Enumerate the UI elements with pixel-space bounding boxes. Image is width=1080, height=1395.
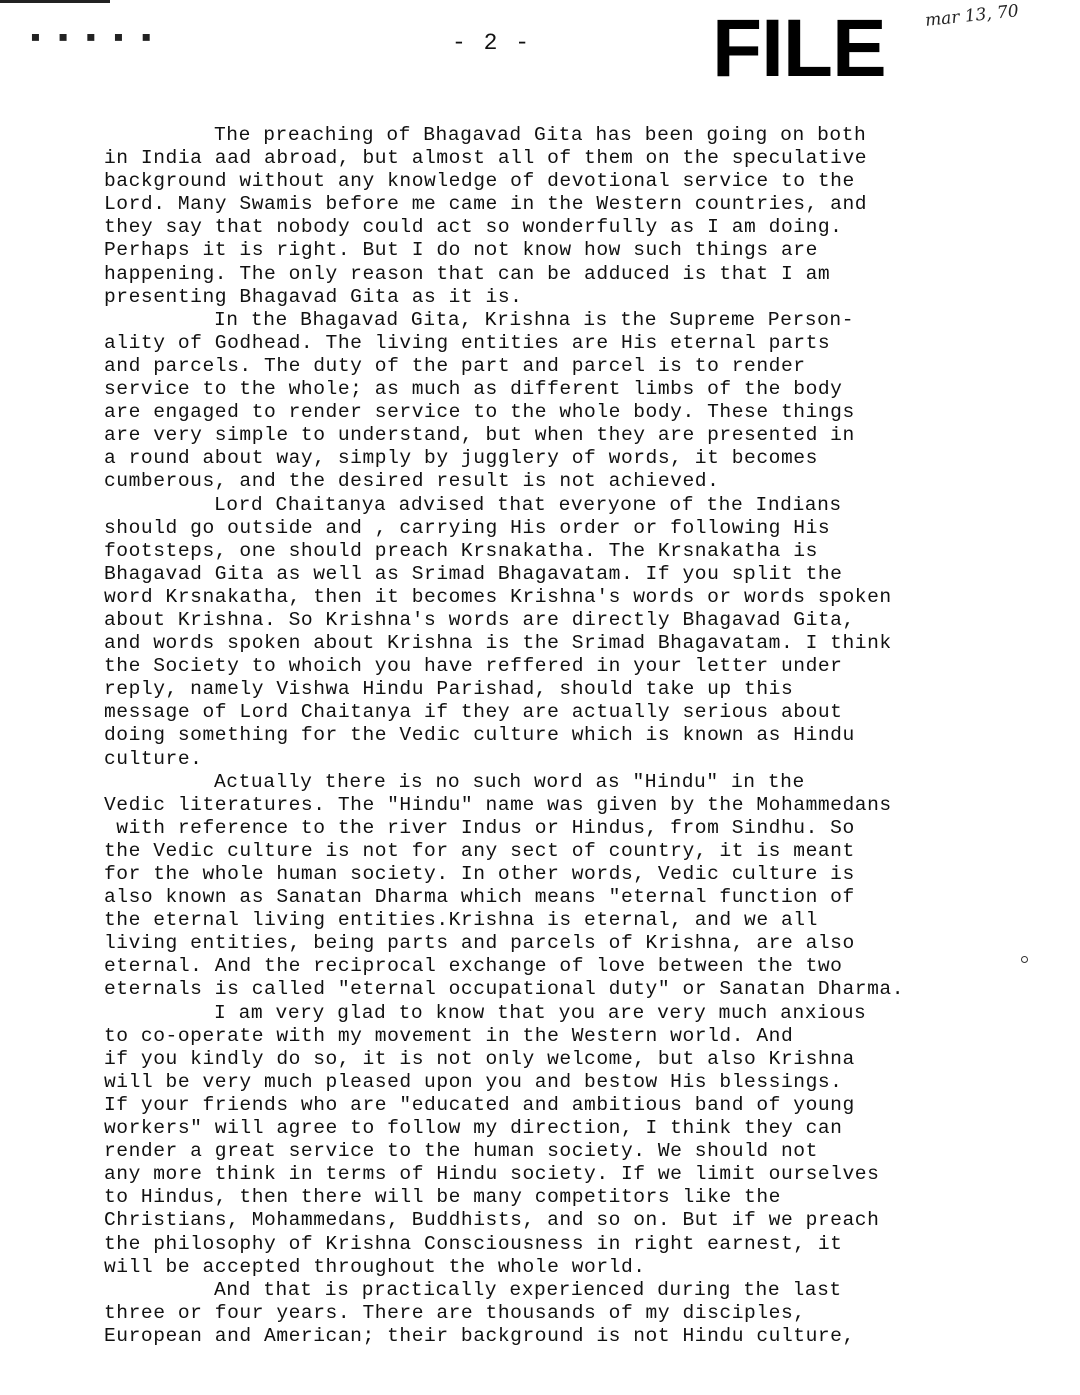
paragraph-bhagavad-gita-preaching	[104, 124, 1024, 309]
text-line: European and American; their background is not Hindu culture,	[104, 1324, 855, 1347]
text-line: living entities, being parts and parcels of Krishna, are also	[104, 932, 855, 955]
text-line: I am very glad to know that you are very much anxious	[214, 1001, 867, 1024]
text-line: they say that nobody could act so wonderfully as I am doing.	[104, 216, 843, 239]
text-line: any more think in terms of Hindu society. If we limit ourselves	[104, 1163, 880, 1186]
text-line: doing something for the Vedic culture which is known as Hindu	[104, 724, 855, 747]
text-line: a round about way, simply by jugglery of words, it becomes	[104, 447, 818, 470]
text-line: are very simple to understand, but when they are presented in	[104, 424, 855, 447]
text-line: to co-operate with my movement in the Western world. And	[104, 1024, 794, 1047]
text-line: Christians, Mohammedans, Buddhists, and so on. But if we preach	[104, 1209, 880, 1232]
text-line: Perhaps it is right. But I do not know how such things are	[104, 239, 818, 262]
text-line: In the Bhagavad Gita, Krishna is the Supreme Person-	[214, 308, 855, 331]
text-line: cumberous, and the desired result is not achieved.	[104, 470, 720, 493]
paragraph-hindu-word	[104, 771, 1024, 1002]
text-line: and words spoken about Krishna is the Srimad Bhagavatam. I think	[104, 632, 892, 655]
text-line: footsteps, one should preach Krsnakatha. The Krsnakatha is	[104, 539, 818, 562]
text-line: presenting Bhagavad Gita as it is.	[104, 285, 523, 308]
text-line: Lord. Many Swamis before me came in the Western countries, and	[104, 193, 868, 216]
text-line: also known as Sanatan Dharma which means "eternal function of	[104, 886, 855, 909]
text-line: culture.	[104, 747, 203, 770]
paragraph-cooperation	[104, 1002, 1024, 1279]
text-line: should go outside and , carrying His order or following His	[104, 516, 831, 539]
text-line: to Hindus, then there will be many competitors like the	[104, 1186, 781, 1209]
text-line: will be accepted throughout the whole world.	[104, 1255, 646, 1278]
text-line: the Society to whoich you have reffered in your letter under	[104, 655, 843, 678]
text-line: reply, namely Vishwa Hindu Parishad, should take up this	[104, 678, 794, 701]
text-line: in India aad abroad, but almost all of them on the speculative	[104, 147, 868, 170]
page-number: - 2 -	[452, 30, 532, 56]
text-line: Bhagavad Gita as well as Srimad Bhagavatam. If you split the	[104, 562, 843, 585]
text-line: and parcels. The duty of the part and parcel is to render	[104, 354, 806, 377]
text-line: the philosophy of Krishna Consciousness in right earnest, it	[104, 1232, 843, 1255]
text-line: word Krsnakatha, then it becomes Krishna's words or words spoken	[104, 585, 892, 608]
paragraph-experience	[104, 1279, 1024, 1348]
text-line: Actually there is no such word as "Hindu" in the	[214, 770, 805, 793]
text-line: happening. The only reason that can be adduced is that I am	[104, 262, 831, 285]
text-line: will be very much pleased upon you and bestow His blessings.	[104, 1070, 843, 1093]
text-line: If your friends who are "educated and ambitious band of young	[104, 1093, 855, 1116]
paragraph-lord-chaitanya	[104, 494, 1024, 771]
text-line: three or four years. There are thousands of my disciples,	[104, 1301, 806, 1324]
text-line: eternals is called "eternal occupational duty" or Sanatan Dharma.	[104, 978, 905, 1001]
handwritten-date: mar 13, 70	[924, 1, 1020, 31]
letter-body	[104, 124, 1024, 1348]
text-line: ality of Godhead. The living entities are His eternal parts	[104, 331, 831, 354]
text-line: The preaching of Bhagavad Gita has been going on both	[214, 124, 867, 146]
text-line: service to the whole; as much as different limbs of the body	[104, 378, 843, 401]
text-line: with reference to the river Indus or Hindus, from Sindhu. So	[104, 816, 855, 839]
text-line: background without any knowledge of devotional service to the	[104, 170, 855, 193]
text-line: for the whole human society. In other words, Vedic culture is	[104, 863, 855, 885]
paragraph-supreme-personality	[104, 309, 1024, 494]
text-line: eternal. And the reciprocal exchange of love between the two	[104, 955, 843, 978]
text-line: about Krishna. So Krishna's words are directly Bhagavad Gita,	[104, 608, 855, 631]
text-line: workers" will agree to follow my direction, I think they can	[104, 1117, 843, 1140]
text-line: the Vedic culture is not for any sect of country, it is meant	[104, 839, 855, 862]
top-edge-rule	[0, 0, 110, 3]
top-left-marks: ▪ ▪ ▪ ▪ ▪	[30, 26, 155, 47]
text-line: And that is practically experienced during the last	[214, 1278, 842, 1301]
text-line: the eternal living entities.Krishna is eternal, and we all	[104, 909, 818, 932]
text-line: are engaged to render service to the whole body. These things	[104, 401, 855, 424]
text-line: Lord Chaitanya advised that everyone of the Indians	[214, 493, 842, 516]
text-line: message of Lord Chaitanya if they are actually serious about	[104, 701, 843, 724]
text-line: Vedic literatures. The "Hindu" name was given by the Mohammedans	[104, 793, 892, 816]
file-stamp: FILE	[712, 3, 886, 94]
text-line: if you kindly do so, it is not only welcome, but also Krishna	[104, 1047, 855, 1070]
text-line: render a great service to the human society. We should not	[104, 1140, 818, 1163]
